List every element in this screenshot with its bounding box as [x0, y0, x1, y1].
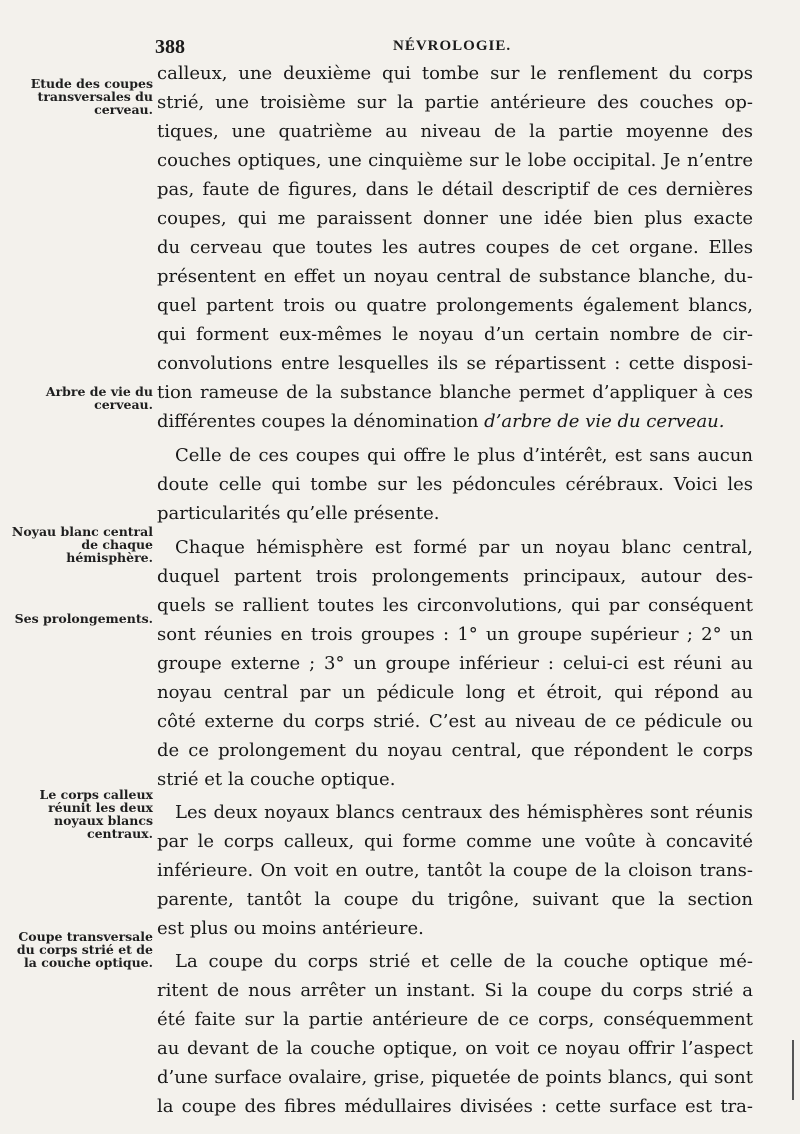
text-line: présentent en effet un noyau central de substance blanche, du-	[157, 266, 753, 287]
text-line: est plus ou moins antérieure.	[157, 918, 424, 939]
text-line	[157, 408, 753, 435]
text-line: quels se rallient toutes les circonvolutions, qui par conséquent	[157, 595, 753, 616]
text-line: été faite sur la partie antérieure de ce corps, conséquemment	[157, 1009, 753, 1030]
text-line: parente, tantôt la coupe du trigône, suivant que la section	[157, 889, 753, 910]
text-line: noyau central par un pédicule long et étroit, qui répond au	[157, 682, 753, 703]
text-line: doute celle qui tombe sur les pédoncules cérébraux. Voici les	[157, 474, 753, 495]
text-line: calleux, une deuxième qui tombe sur le renflement du corps	[157, 63, 753, 84]
margin-note: Coupe transversale du corps strié et de la couche optique.	[16, 929, 153, 970]
text-line: La coupe du corps strié et celle de la couche optique mé-	[175, 951, 753, 972]
margin-note: Ses prolongements.	[14, 611, 153, 626]
text-line: qui forment eux-mêmes le noyau d’un certain nombre de cir-	[157, 324, 753, 345]
text-line: convolutions entre lesquelles ils se répartissent : cette disposi-	[157, 353, 753, 374]
text-line: par le corps calleux, qui forme comme une voûte à concavité	[157, 831, 753, 852]
margin-note: Le corps calleux réunit les deux noyaux blancs centraux.	[39, 787, 153, 841]
running-head: NÉVROLOGIE.	[393, 38, 512, 54]
text-line: tiques, une quatrième au niveau de la partie moyenne des	[157, 121, 753, 142]
text-line: coupes, qui me paraissent donner une idée bien plus exacte	[157, 208, 753, 229]
text-line: strié, une troisième sur la partie antérieure des couches op-	[157, 92, 753, 113]
text-line: strié et la couche optique.	[157, 769, 396, 790]
text-line: particularités qu’elle présente.	[157, 503, 440, 524]
margin-note: Noyau blanc central de chaque hémisphère.	[11, 524, 153, 565]
text-span: différentes coupes la dénomination	[157, 411, 485, 432]
text-line: de ce prolongement du noyau central, que répondent le corps	[157, 740, 753, 761]
text-line: Les deux noyaux blancs centraux des hémisphères sont réunis	[175, 802, 753, 823]
text-line: quel partent trois ou quatre prolongements également blancs,	[157, 295, 753, 316]
text-line: Celle de ces coupes qui offre le plus d’intérêt, est sans aucun	[175, 445, 753, 466]
bleed-through-mark	[20, 155, 140, 215]
text-line: du cerveau que toutes les autres coupes de cet organe. Elles	[157, 237, 753, 258]
text-line: la coupe des fibres médullaires divisées : cette surface est tra-	[157, 1096, 753, 1117]
text-line: pas, faute de figures, dans le détail descriptif de ces dernières	[157, 179, 753, 200]
text-line: ritent de nous arrêter un instant. Si la coupe du corps strié a	[157, 980, 753, 1001]
text-line: groupe externe ; 3° un groupe inférieur : celui-ci est réuni au	[157, 653, 753, 674]
page-edge-shadow	[792, 1040, 794, 1100]
text-line: couches optiques, une cinquième sur le lobe occipital. Je n’entre	[157, 150, 753, 171]
text-line: duquel partent trois prolongements principaux, autour des-	[157, 566, 753, 587]
page-number: 388	[155, 36, 185, 58]
text-line: au devant de la couche optique, on voit ce noyau offrir l’aspect	[157, 1038, 753, 1059]
emphasis-text: d’arbre de vie du cerveau.	[484, 411, 725, 432]
text-line: d’une surface ovalaire, grise, piquetée de points blancs, qui sont	[157, 1067, 753, 1088]
page-header	[155, 36, 755, 58]
text-line: côté externe du corps strié. C’est au niveau de ce pédicule ou	[157, 711, 753, 732]
margin-note: Etude des coupes transversales du cerveau.	[30, 76, 153, 117]
text-line: inférieure. On voit en outre, tantôt la coupe de la cloison trans-	[157, 860, 753, 881]
margin-note: Arbre de vie du cerveau.	[45, 384, 153, 412]
text-line: Chaque hémisphère est formé par un noyau blanc central,	[175, 537, 753, 558]
text-line: tion rameuse de la substance blanche permet d’appliquer à ces	[157, 382, 753, 403]
text-line: sont réunies en trois groupes : 1° un groupe supérieur ; 2° un	[157, 624, 753, 645]
